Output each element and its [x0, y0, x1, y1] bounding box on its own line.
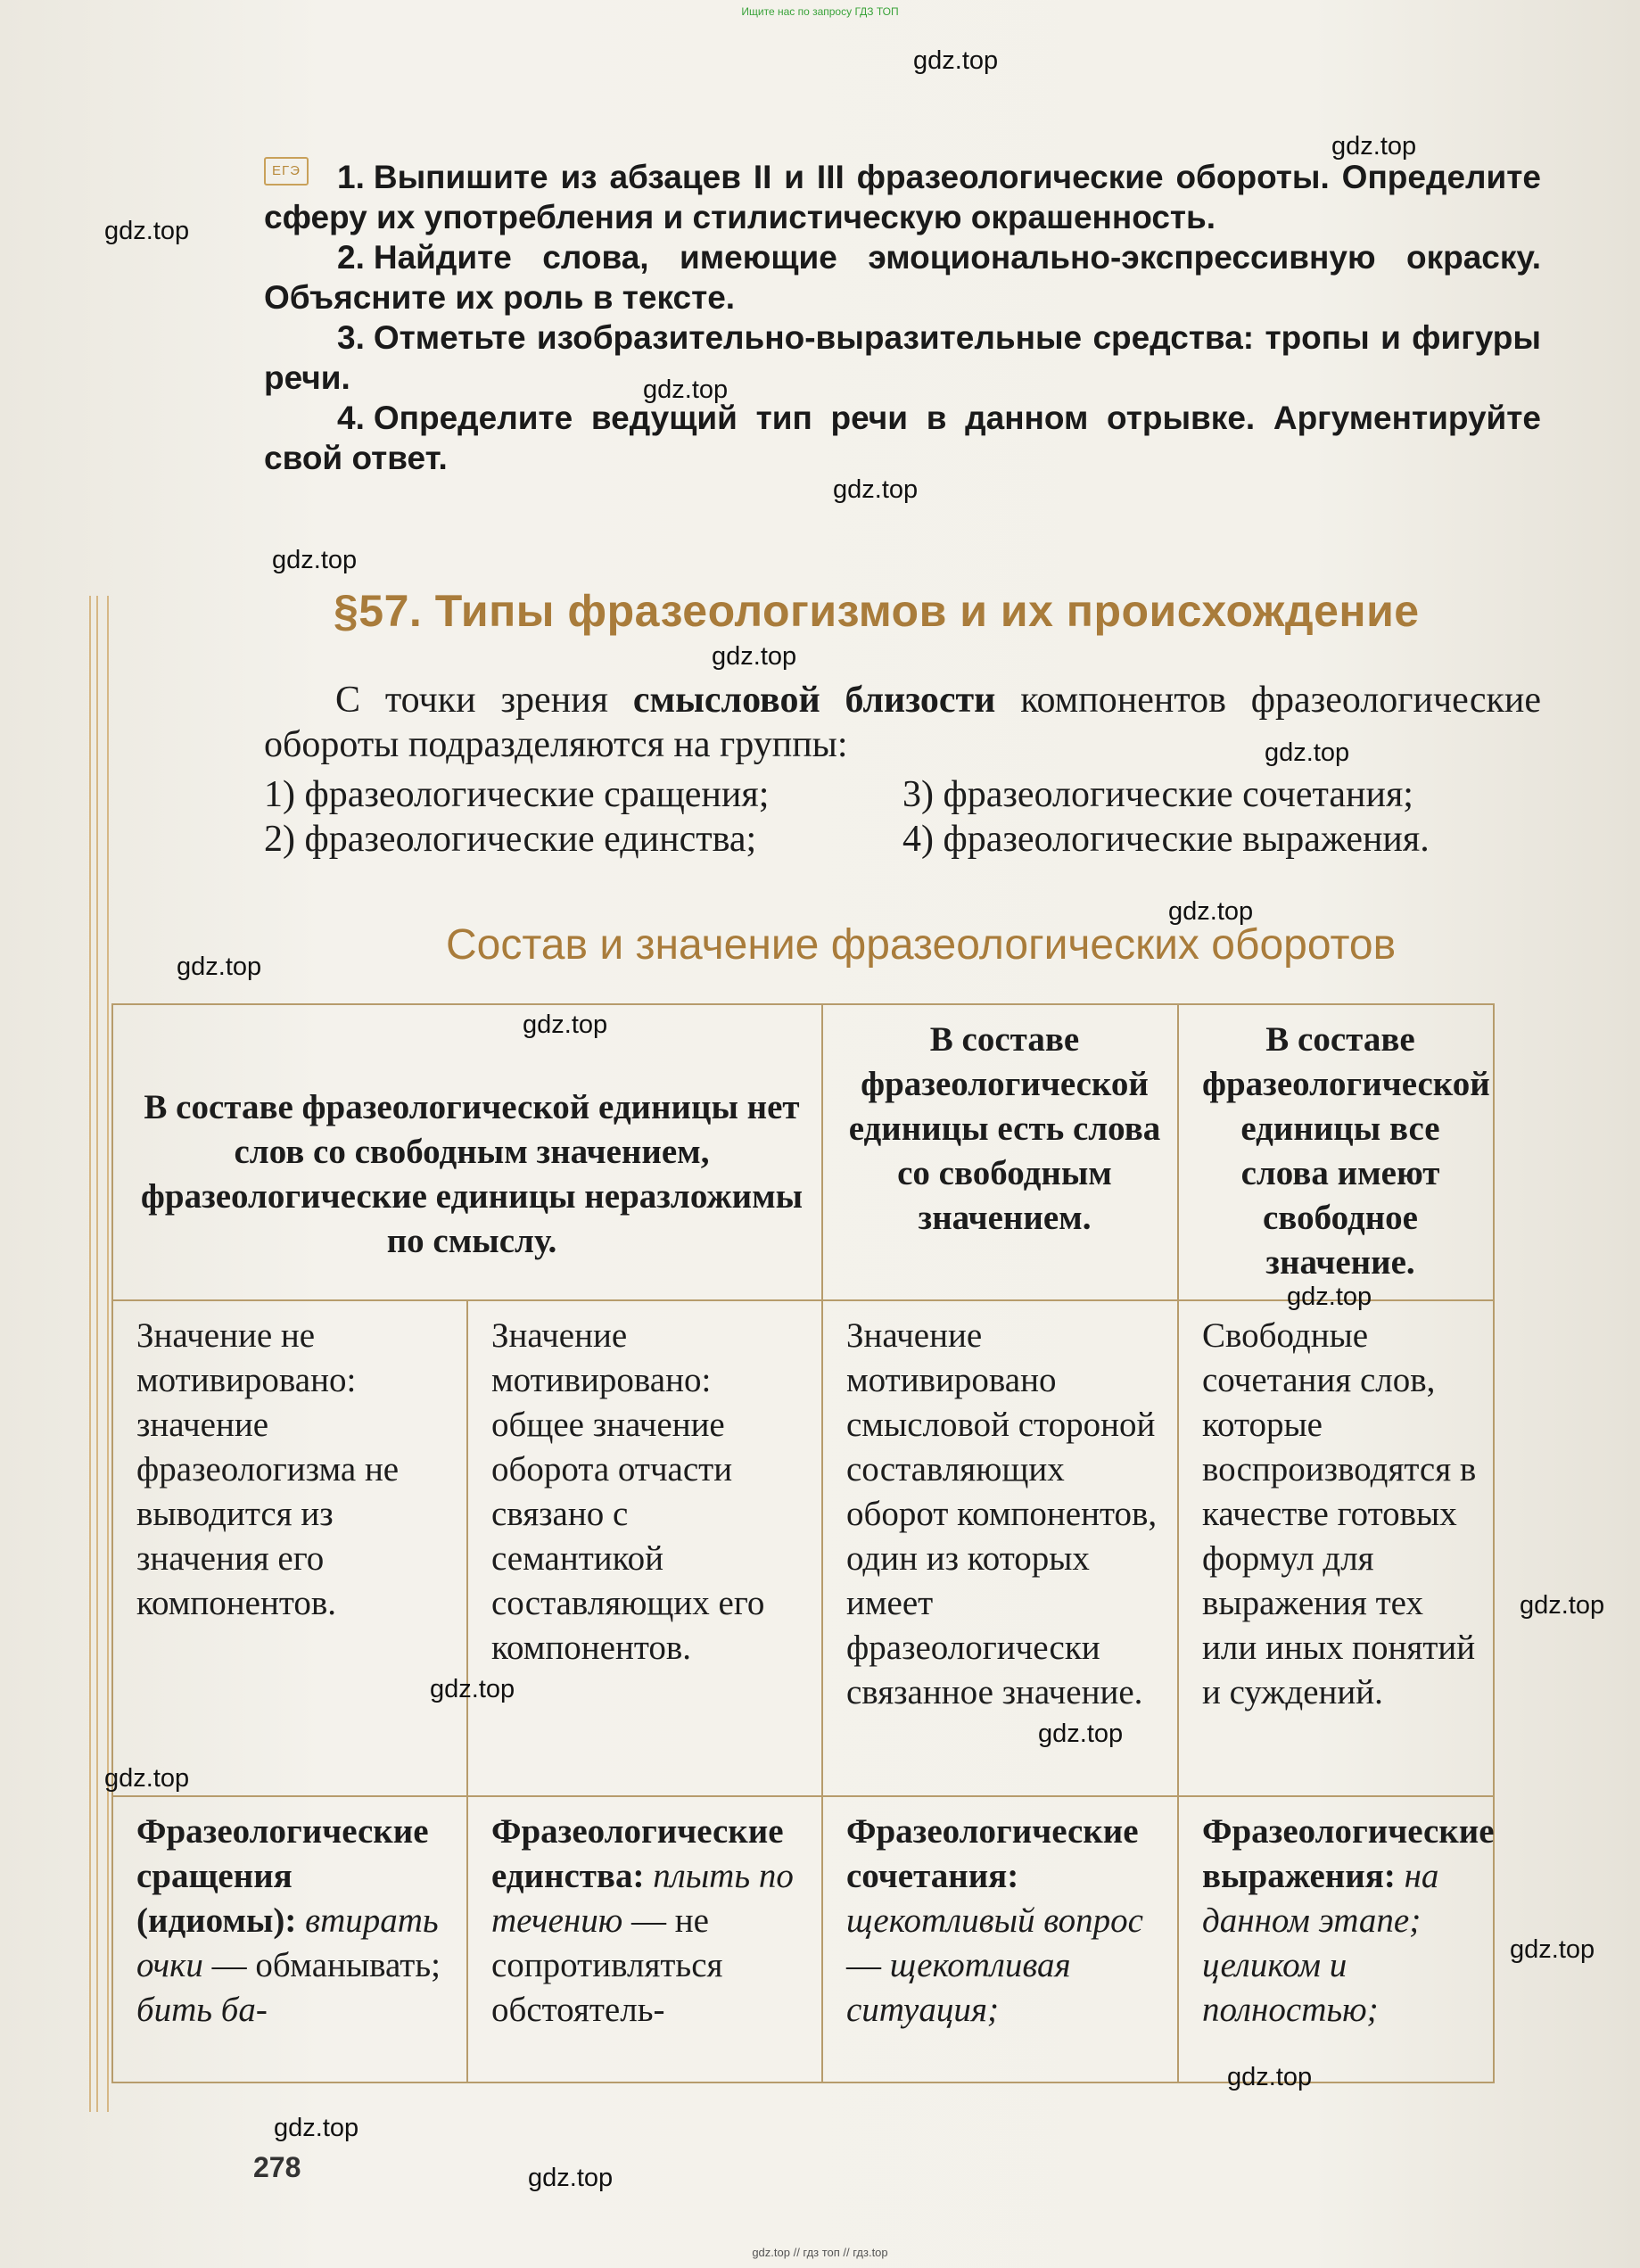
watermark-text: gdz.top	[1227, 2063, 1313, 2091]
watermark-text: gdz.top	[104, 1764, 190, 1793]
watermark-text: gdz.top	[712, 642, 797, 671]
watermark-text: gdz.top	[104, 217, 190, 245]
task-text: Найдите слова, имеющие эмоционально-экспрессивную окраску. Объясните их роль в тексте.	[264, 239, 1541, 316]
header-cell: В составе фразеологической единицы есть слова со свободным значением.	[822, 1004, 1178, 1300]
table-cell: Свободные сочетания слов, которые воспроизводятся в качестве готовых формул для выражения тех или иных понятий и суждений.	[1178, 1300, 1494, 1796]
type-label: Фразеологические сочетания:	[846, 1812, 1139, 1895]
example-meaning: — не сопротивляться обстоятель-	[491, 1901, 723, 2029]
type-label: Фразеологические выражения:	[1202, 1812, 1495, 1895]
table-header-row	[112, 1004, 1494, 1300]
watermark-text: gdz.top	[833, 475, 919, 504]
table-cell: Значение мотивировано смысловой стороной составляющих оборот компонентов, один из которых имеет фразеологически связанное значение.	[822, 1300, 1178, 1796]
ege-icon: ЕГЭ	[264, 157, 309, 186]
task-3	[264, 318, 1541, 398]
bottom-banner[interactable]: gdz.top // гдз топ // гдз.top	[752, 2246, 888, 2259]
watermark-text: gdz.top	[1287, 1282, 1372, 1311]
tasks-block	[264, 157, 1541, 478]
phraseology-table	[111, 1003, 1495, 2083]
page-number: 278	[253, 2151, 301, 2183]
table-row-meaning	[112, 1300, 1494, 1796]
header-cell: В составе фразеологической единицы все слова имеют свободное значение.	[1178, 1004, 1494, 1300]
example-phrase: щекотливая ситуация;	[846, 1946, 1071, 2029]
intro-text-end: компонентов фразеологические обороты подразделяются на группы:	[264, 680, 1541, 765]
example-phrase: щекотливый вопрос	[846, 1901, 1143, 1940]
table-cell: Значение мотивировано: общее значение оборота отчасти связано с семантикой составляющих его компонентов.	[467, 1300, 822, 1796]
watermark-text: gdz.top	[1520, 1591, 1605, 1620]
watermark-text: gdz.top	[430, 1675, 515, 1703]
table-cell	[822, 1796, 1178, 2082]
watermark-text: gdz.top	[523, 1010, 608, 1039]
header-cell-wide: В составе фразеологической единицы нет слов со свободным значением, фразеологические единицы неразложимы по смыслу.	[112, 1004, 822, 1300]
task-number: 3.	[337, 319, 365, 356]
group-list	[264, 772, 1541, 862]
example-phrase: втирать очки	[136, 1901, 439, 1984]
group-item: 4) фразеологические выражения.	[902, 819, 1430, 860]
table-cell	[1178, 1796, 1494, 2082]
table-row-examples	[112, 1796, 1494, 2082]
section-title: §57. Типы фразеологизмов и их происхождение	[334, 586, 1420, 636]
example-phrase: на данном этапе;	[1202, 1857, 1439, 1940]
table-cell	[112, 1796, 467, 2082]
task-1	[264, 157, 1541, 237]
group-row	[264, 772, 1541, 817]
watermark-text: gdz.top	[1265, 738, 1350, 767]
table-cell	[467, 1796, 822, 2082]
task-4	[264, 398, 1541, 478]
watermark-text: gdz.top	[1331, 132, 1417, 161]
task-number: 2.	[337, 239, 365, 276]
example-phrase: целиком и полностью;	[1202, 1946, 1379, 2029]
watermark-text: gdz.top	[643, 375, 729, 404]
top-banner[interactable]: Ищите нас по запросу ГДЗ ТОП	[741, 5, 899, 18]
task-text: Определите ведущий тип речи в данном отрывке. Аргументируйте свой ответ.	[264, 400, 1541, 476]
watermark-text: gdz.top	[1038, 1720, 1124, 1748]
section-intro	[264, 678, 1541, 767]
watermark-text: gdz.top	[1510, 1935, 1595, 1964]
watermark-text: gdz.top	[274, 2114, 359, 2142]
group-item: 3) фразеологические сочетания;	[902, 774, 1413, 815]
intro-emphasis: смысловой близости	[632, 680, 996, 721]
task-number: 1.	[337, 159, 365, 195]
watermark-text: gdz.top	[1168, 897, 1254, 926]
example-meaning: — обманывать;	[211, 1946, 441, 1984]
task-text: Отметьте изобразительно-выразительные средства: тропы и фигуры речи.	[264, 319, 1541, 396]
example-phrase: бить ба-	[136, 1991, 268, 2029]
group-item: 2) фразеологические единства;	[264, 819, 757, 860]
margin-decoration	[89, 596, 109, 2112]
watermark-text: gdz.top	[528, 2164, 614, 2192]
intro-text-start: С точки зрения	[335, 680, 633, 721]
type-label: Фразеологические сращения (идиомы):	[136, 1812, 429, 1940]
watermark-text: gdz.top	[913, 46, 999, 75]
example-phrase: плыть по течению	[491, 1857, 794, 1940]
task-text: Выпишите из абзацев II и III фразеологические обороты. Определите сферу их употребления и стилистическую окрашенность.	[264, 159, 1541, 235]
group-row	[264, 817, 1541, 862]
watermark-text: gdz.top	[177, 953, 262, 981]
margin-decoration-line	[96, 596, 98, 2112]
task-2	[264, 237, 1541, 318]
task-number: 4.	[337, 400, 365, 436]
example-dash: —	[846, 1946, 881, 1984]
watermark-text: gdz.top	[272, 546, 358, 574]
table-cell: Значение не мотивировано: значение фразеологизма не выводится из значения его компонентов.	[112, 1300, 467, 1796]
table-caption: Состав и значение фразеологических оборотов	[446, 921, 1397, 969]
group-item: 1) фразеологические сращения;	[264, 774, 770, 815]
type-label: Фразеологические единства:	[491, 1812, 784, 1895]
